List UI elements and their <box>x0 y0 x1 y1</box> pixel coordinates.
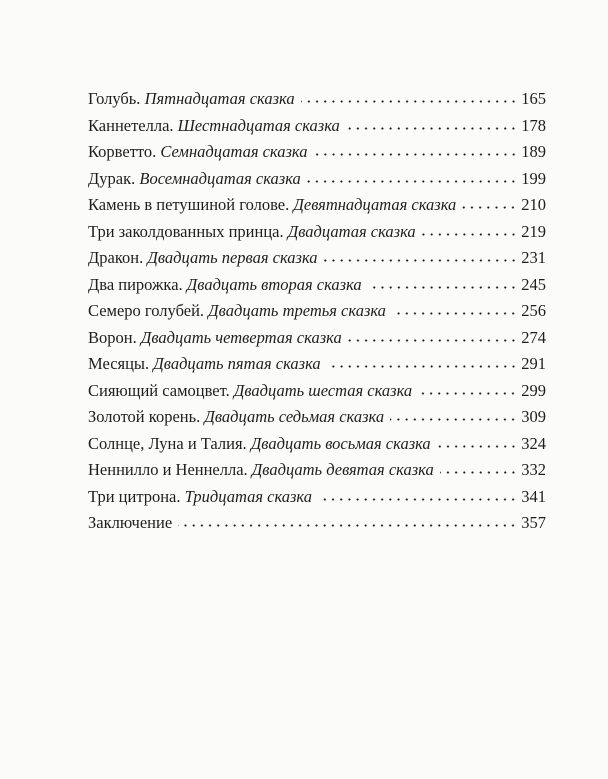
entry-title-text: Дурак. <box>88 168 140 188</box>
page-number: 299 <box>521 380 546 400</box>
toc-entry <box>88 219 546 246</box>
dot-leader <box>418 392 517 395</box>
toc-entry-title <box>88 378 412 405</box>
toc-entry-title <box>88 298 386 325</box>
toc-entry-title <box>88 113 340 140</box>
entry-title-text: Три цитрона. <box>88 486 185 506</box>
entry-title-text: Голубь. <box>88 89 145 108</box>
entry-title-text: Золотой корень. <box>88 407 205 426</box>
entry-subtitle: Девятнадцатая сказка <box>293 195 457 214</box>
toc-entry-title <box>88 457 434 484</box>
dot-leader <box>368 286 518 289</box>
entry-title-text: Заключение <box>88 513 173 532</box>
toc-entry <box>88 192 546 219</box>
entry-subtitle: Двадцатая сказка <box>287 221 416 241</box>
entry-subtitle: Двадцать третья сказка <box>208 301 386 320</box>
dot-leader <box>390 418 517 421</box>
entry-subtitle: Двадцать девятая сказка <box>251 460 434 479</box>
page-number: 178 <box>521 115 546 135</box>
entry-subtitle: Семнадцатая сказка <box>160 142 308 161</box>
entry-title-text: Семеро голубей. <box>88 301 209 320</box>
entry-subtitle: Пятнадцатая сказка <box>144 89 295 108</box>
toc-entry <box>88 325 546 352</box>
entry-title-text: Каннетелла. <box>88 115 178 135</box>
entry-subtitle: Двадцать вторая сказка <box>186 274 362 294</box>
entry-title-text: Сияющий самоцвет. <box>88 380 234 400</box>
page-number: 210 <box>521 195 546 214</box>
page-number: 189 <box>521 142 546 161</box>
page-number: 291 <box>521 354 546 373</box>
entry-subtitle: Тридцатая сказка <box>184 486 312 506</box>
page-number: 231 <box>521 248 546 267</box>
page-number: 199 <box>521 168 546 188</box>
dot-leader <box>318 498 517 501</box>
entry-title-text: Камень в петушиной голове. <box>88 195 294 214</box>
dot-leader <box>301 100 518 103</box>
entry-title-text: Неннилло и Неннелла. <box>88 460 252 479</box>
toc-entry-title <box>88 192 456 219</box>
toc-entry <box>88 457 546 484</box>
dot-leader <box>437 445 518 448</box>
entry-subtitle: Шестнадцатая сказка <box>177 115 340 135</box>
dot-leader <box>462 206 517 209</box>
toc-entry <box>88 404 546 431</box>
toc-entry-title <box>88 351 321 378</box>
entry-title-text: Два пирожка. <box>88 274 187 294</box>
toc-entry-title <box>88 404 384 431</box>
toc-entry <box>88 113 546 140</box>
toc-entry <box>88 139 546 166</box>
dot-leader <box>348 339 518 342</box>
page-number: 274 <box>521 327 546 347</box>
toc-entry-title <box>88 139 308 166</box>
toc-entry-title <box>88 431 431 458</box>
entry-subtitle: Восемнадцатая сказка <box>139 168 301 188</box>
toc-entry <box>88 484 546 511</box>
toc-entry-title <box>88 245 318 272</box>
toc-entry <box>88 378 546 405</box>
toc-entry <box>88 351 546 378</box>
toc-entry-title <box>88 219 416 246</box>
dot-leader <box>440 471 518 474</box>
dot-leader <box>314 153 518 156</box>
toc-entry <box>88 272 546 299</box>
page-number: 219 <box>521 221 546 241</box>
toc-entry <box>88 166 546 193</box>
entry-subtitle: Двадцать седьмая сказка <box>204 407 385 426</box>
toc-entry-title <box>88 484 312 511</box>
dot-leader <box>178 524 517 527</box>
entry-subtitle: Двадцать пятая сказка <box>153 354 321 373</box>
entry-subtitle: Двадцать первая сказка <box>147 248 318 267</box>
toc-entry-title <box>88 510 172 537</box>
toc-entry <box>88 431 546 458</box>
table-of-contents <box>88 86 546 537</box>
page-number: 256 <box>521 301 546 320</box>
toc-entry <box>88 298 546 325</box>
dot-leader <box>422 233 518 236</box>
entry-title-text: Солнце, Луна и Талия. <box>88 433 251 453</box>
entry-subtitle: Двадцать шестая сказка <box>233 380 413 400</box>
toc-entry <box>88 510 546 537</box>
entry-title-text: Месяцы. <box>88 354 154 373</box>
dot-leader <box>327 365 518 368</box>
dot-leader <box>307 180 517 183</box>
entry-title-text: Три заколдованных принца. <box>88 221 288 241</box>
entry-subtitle: Двадцать четвертая сказка <box>140 327 342 347</box>
dot-leader <box>324 259 518 262</box>
entry-title-text: Дракон. <box>88 248 148 267</box>
toc-entry-title <box>88 325 342 352</box>
page-number: 245 <box>521 274 546 294</box>
toc-entry-title <box>88 86 295 113</box>
page-number: 332 <box>521 460 546 479</box>
page-number: 165 <box>521 89 546 108</box>
dot-leader <box>346 127 518 130</box>
page-number: 357 <box>521 513 546 532</box>
toc-entry <box>88 245 546 272</box>
entry-title-text: Ворон. <box>88 327 141 347</box>
toc-entry <box>88 86 546 113</box>
dot-leader <box>392 312 517 315</box>
entry-subtitle: Двадцать восьмая сказка <box>250 433 431 453</box>
page-number: 341 <box>521 486 546 506</box>
page-number: 309 <box>521 407 546 426</box>
toc-entry-title <box>88 272 362 299</box>
page-number: 324 <box>521 433 546 453</box>
toc-entry-title <box>88 166 301 193</box>
entry-title-text: Корветто. <box>88 142 161 161</box>
